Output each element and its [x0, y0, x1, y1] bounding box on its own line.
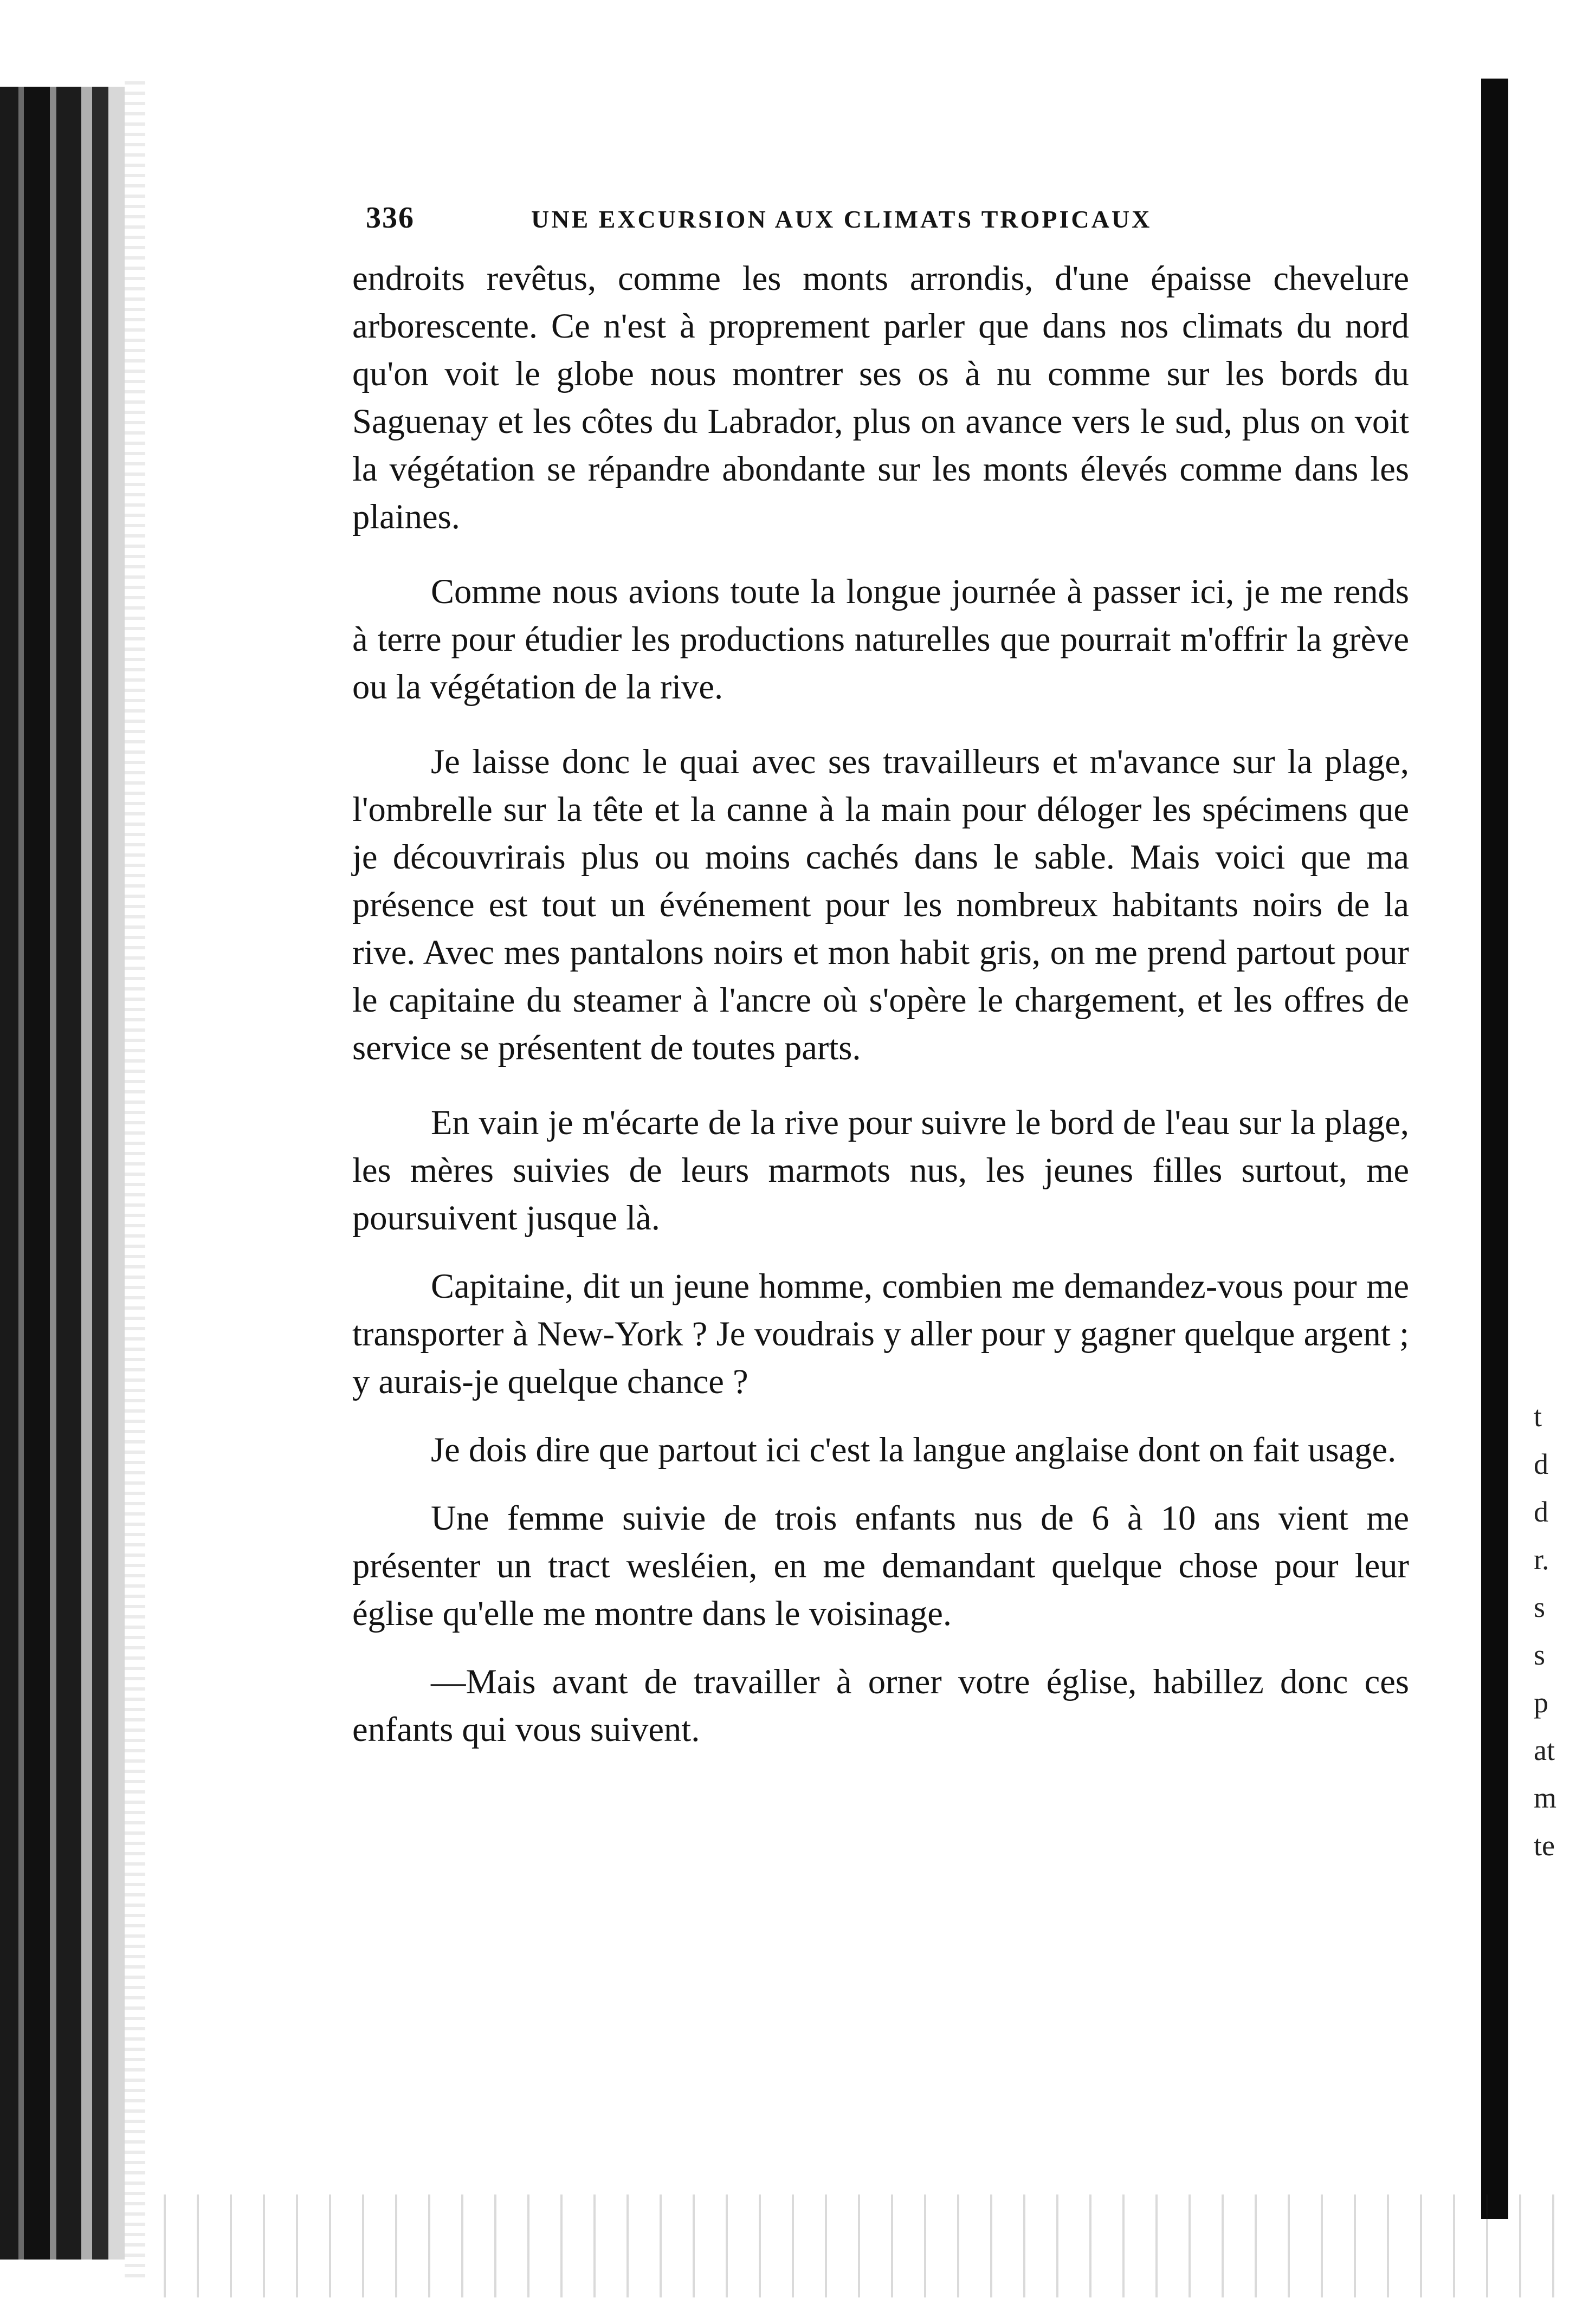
fragment-line: t [1534, 1400, 1542, 1433]
paragraph-5: Capitaine, dit un jeune homme, combien me demandez-vous pour me transporter à New-York ? Je voudrais y aller pour y gagner quelque argent ; y aurais-je quelque chance ? [352, 1267, 1409, 1401]
paragraph-7: Une femme suivie de trois enfants nus de 6 à 10 ans vient me présenter un tract wesléien, en me demandant quelque chose pour leur église qu'elle me montre dans le voisinage. [352, 1499, 1409, 1633]
fragment-line: d [1534, 1496, 1548, 1528]
scan-noise-bottom [152, 2194, 1561, 2297]
scan-edge-right [1481, 79, 1508, 2219]
paragraph-8: —Mais avant de travailler à orner votre église, habillez donc ces enfants qui vous suivent. [352, 1662, 1409, 1749]
paragraph-2: Comme nous avions toute la longue journée à passer ici, je me rends à terre pour étudier les productions naturelles que pourrait m'offrir la grève ou la végétation de la rive. [352, 572, 1409, 706]
paragraph-3: Je laisse donc le quai avec ses travailleurs et m'avance sur la plage, l'ombrelle sur la tête et la canne à la main pour déloger les spécimens que je découvrirais plus ou moins cachés dans le sable. Mais voici que ma présence est tout un événement pour les nombreux habitants noirs de la rive. Avec mes pantalons noirs et mon habit gris, on me prend partout pour le capitaine du steamer à l'ancre où s'opère le chargement, et les offres de service se présentent de toutes parts. [352, 742, 1409, 1067]
binding-shadow-left [0, 87, 125, 2260]
fragment-line: at [1534, 1734, 1555, 1766]
paragraph-4: En vain je m'écarte de la rive pour suivre le bord de l'eau sur la plage, les mères suivies de leurs marmots nus, les jeunes filles surtout, me poursuivent jusque là. [352, 1103, 1409, 1237]
fragment-line: d [1534, 1448, 1548, 1480]
fragment-line: r. [1534, 1543, 1549, 1576]
running-head [352, 184, 1409, 233]
fragment-line: p [1534, 1686, 1548, 1719]
fragment-line: m [1534, 1782, 1557, 1814]
paragraph-1: endroits revêtus, comme les monts arrondis, d'une épaisse chevelure arborescente. Ce n'est à proprement parler que dans nos climats du nord qu'on voit le globe nous montrer ses os à nu comme sur les bords du Saguenay et les côtes du Labrador, plus on avance vers le sud, plus on voit la végétation se répandre abondante sur les monts élevés comme dans les plaines. [352, 259, 1409, 536]
body-text [352, 255, 1409, 1753]
fragment-line: s [1534, 1639, 1546, 1671]
running-title: UNE EXCURSION AUX CLIMATS TROPICAUX [531, 205, 1152, 233]
paragraph-6: Je dois dire que partout ici c'est la langue anglaise dont on fait usage. [431, 1430, 1397, 1469]
binding-edge-left [125, 81, 145, 2281]
fragment-line: te [1534, 1829, 1555, 1862]
book-page [352, 184, 1409, 1753]
facing-page-fragments [1534, 1393, 1576, 1869]
fragment-line: s [1534, 1591, 1546, 1623]
page-number: 336 [366, 201, 415, 235]
